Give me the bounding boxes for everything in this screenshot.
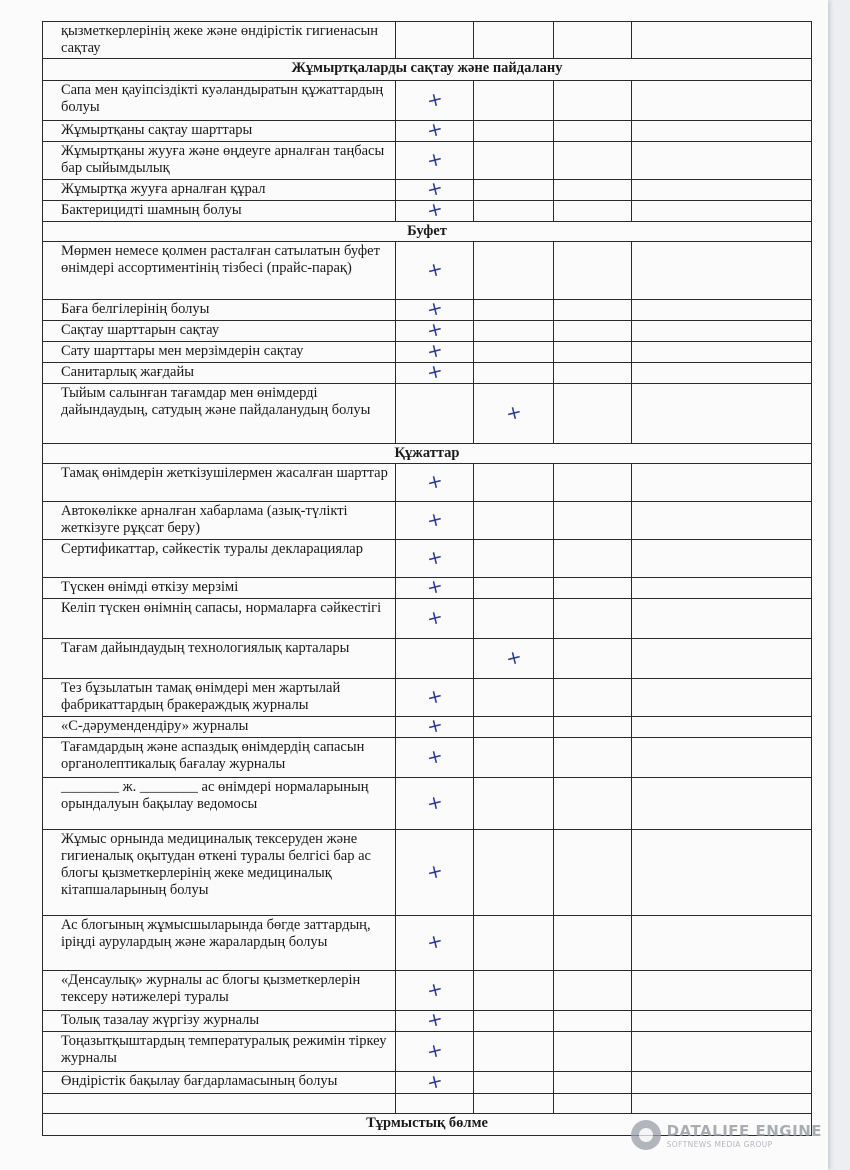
requirement-text: қызметкерлерінің жеке және өндірістік гигиенасын сақтау [43, 22, 396, 59]
handwritten-plus-mark: + [423, 544, 445, 571]
compliance-no-cell [474, 1011, 554, 1032]
notes-cell [632, 717, 812, 738]
handwritten-plus-mark: + [423, 1037, 445, 1064]
notes-cell [632, 81, 812, 121]
requirement-text: Жұмыс орнында медициналық тексеруден және гигиеналық оқытудан өткені туралы белгісі бар ас блогы қызметкерлерінің жеке медициналық кітапшаларының болуы [43, 830, 396, 916]
requirement-text: «С-дәрумендендіру» журналы [43, 717, 396, 738]
not-applicable-cell [554, 599, 632, 639]
notes-cell [632, 121, 812, 142]
notes-cell [632, 142, 812, 180]
compliance-yes-cell [396, 1032, 474, 1072]
checklist-row [43, 830, 812, 916]
requirement-text: Автокөлікке арналған хабарлама (азық-түлікті жеткізуге рұқсат беру) [43, 502, 396, 540]
notes-cell [632, 1072, 812, 1094]
handwritten-plus-mark: + [423, 317, 445, 343]
handwritten-plus-mark: + [502, 399, 524, 426]
handwritten-plus-mark: + [423, 604, 445, 631]
handwritten-plus-mark: + [423, 117, 445, 143]
not-applicable-cell [554, 81, 632, 121]
compliance-no-cell [474, 342, 554, 363]
compliance-no-cell [474, 384, 554, 444]
compliance-yes-cell [396, 359, 474, 385]
handwritten-plus-mark: + [423, 858, 445, 885]
requirement-text: Мөрмен немесе қолмен расталған сатылатын буфет өнімдері ассортиментінің тізбесі (прайс-парақ) [43, 242, 396, 300]
handwritten-plus-mark: + [423, 197, 445, 223]
requirement-text: Бактерицидті шамның болуы [43, 201, 396, 222]
handwritten-plus-mark: + [423, 468, 445, 495]
not-applicable-cell [554, 1094, 632, 1114]
requirement-text: Жұмыртқаны жууға және өңдеуге арналған таңбасы бар сыйымдылық [43, 142, 396, 180]
requirement-text [43, 1094, 396, 1114]
notes-cell [632, 778, 812, 830]
checklist-row [43, 201, 812, 222]
requirement-text: Тағамдардың және аспаздық өнімдердің сапасын органолептикалық бағалау журналы [43, 738, 396, 778]
requirement-text: Өндірістік бақылау бағдарламасының болуы [43, 1072, 396, 1094]
handwritten-plus-mark: + [423, 256, 445, 283]
not-applicable-cell [554, 578, 632, 599]
checklist-row [43, 502, 812, 540]
requirement-text: Баға белгілерінің болуы [43, 300, 396, 321]
compliance-yes-cell [396, 384, 474, 444]
compliance-yes-cell [396, 464, 474, 502]
handwritten-plus-mark: + [423, 296, 445, 322]
requirement-text: Сапа мен қауіпсіздікті куәландыратын құжаттардың болуы [43, 81, 396, 121]
notes-cell [632, 578, 812, 599]
checklist-row [43, 81, 812, 121]
checklist-row [43, 363, 812, 384]
not-applicable-cell [554, 342, 632, 363]
checklist-row [43, 1011, 812, 1032]
compliance-yes-cell [396, 176, 474, 202]
section-title: Буфет [43, 222, 812, 242]
requirement-text: Тез бұзылатын тамақ өнімдері мен жартылай фабрикаттардың бракераждық журналы [43, 679, 396, 717]
compliance-no-cell [474, 1072, 554, 1094]
not-applicable-cell [554, 121, 632, 142]
requirement-text: Жұмыртқа жууға арналған құрал [43, 180, 396, 201]
compliance-yes-cell [396, 502, 474, 540]
notes-cell [632, 738, 812, 778]
requirement-text: Түскен өнімді өткізу мерзімі [43, 578, 396, 599]
handwritten-plus-mark: + [423, 146, 445, 173]
requirement-text: Тамақ өнімдерін жеткізушілермен жасалған шарттар [43, 464, 396, 502]
handwritten-plus-mark: + [502, 644, 524, 671]
compliance-no-cell [474, 321, 554, 342]
requirement-text: Тыйым салынған тағамдар мен өнімдерді дайындаудың, сатудың және пайдаланудың болуы [43, 384, 396, 444]
not-applicable-cell [554, 201, 632, 222]
handwritten-plus-mark: + [423, 929, 445, 955]
compliance-yes-cell [396, 197, 474, 223]
compliance-yes-cell [396, 317, 474, 343]
handwritten-plus-mark: + [423, 1007, 445, 1033]
checklist-row [43, 738, 812, 778]
notes-cell [632, 830, 812, 916]
checklist-row [43, 639, 812, 679]
compliance-yes-cell [396, 142, 474, 180]
compliance-no-cell [474, 540, 554, 578]
section-header-row [43, 444, 812, 464]
compliance-yes-cell [396, 22, 474, 59]
requirement-text: Сақтау шарттарын сақтау [43, 321, 396, 342]
notes-cell [632, 321, 812, 342]
compliance-yes-cell [396, 916, 474, 971]
not-applicable-cell [554, 502, 632, 540]
compliance-yes-cell [396, 296, 474, 322]
section-title: Тұрмыстық бөлме [43, 1114, 812, 1136]
checklist-row [43, 1072, 812, 1094]
checklist-row [43, 540, 812, 578]
checklist-row [43, 242, 812, 300]
handwritten-plus-mark: + [423, 976, 445, 1003]
notes-cell [632, 464, 812, 502]
compliance-no-cell [474, 300, 554, 321]
checklist-row [43, 599, 812, 639]
notes-cell [632, 679, 812, 717]
not-applicable-cell [554, 717, 632, 738]
notes-cell [632, 971, 812, 1011]
compliance-no-cell [474, 1094, 554, 1114]
compliance-yes-cell [396, 679, 474, 717]
compliance-no-cell [474, 578, 554, 599]
compliance-no-cell [474, 717, 554, 738]
site-watermark [631, 1120, 822, 1150]
notes-cell [632, 22, 812, 59]
not-applicable-cell [554, 830, 632, 916]
handwritten-plus-mark: + [423, 506, 445, 533]
compliance-yes-cell [396, 599, 474, 639]
compliance-yes-cell [396, 540, 474, 578]
compliance-no-cell [474, 1032, 554, 1072]
not-applicable-cell [554, 363, 632, 384]
compliance-no-cell [474, 599, 554, 639]
not-applicable-cell [554, 464, 632, 502]
notes-cell [632, 300, 812, 321]
not-applicable-cell [554, 738, 632, 778]
compliance-no-cell [474, 242, 554, 300]
checklist-row [43, 717, 812, 738]
not-applicable-cell [554, 778, 632, 830]
checklist-row [43, 180, 812, 201]
compliance-no-cell [474, 738, 554, 778]
notes-cell [632, 201, 812, 222]
compliance-no-cell [474, 464, 554, 502]
compliance-no-cell [474, 778, 554, 830]
compliance-no-cell [474, 363, 554, 384]
compliance-yes-cell [396, 738, 474, 778]
not-applicable-cell [554, 321, 632, 342]
requirement-text: Келіп түскен өнімнің сапасы, нормаларға сәйкестігі [43, 599, 396, 639]
compliance-yes-cell [396, 639, 474, 679]
not-applicable-cell [554, 22, 632, 59]
watermark-subtitle: SOFTNEWS MEDIA GROUP [666, 1139, 773, 1149]
notes-cell [632, 242, 812, 300]
handwritten-plus-mark: + [423, 359, 445, 385]
notes-cell [632, 502, 812, 540]
datalife-logo-icon [631, 1120, 661, 1150]
not-applicable-cell [554, 180, 632, 201]
section-header-row [43, 59, 812, 81]
requirement-text: Тағам дайындаудың технологиялық карталары [43, 639, 396, 679]
not-applicable-cell [554, 242, 632, 300]
not-applicable-cell [554, 1072, 632, 1094]
compliance-yes-cell [396, 1007, 474, 1033]
handwritten-plus-mark: + [423, 176, 445, 202]
requirement-text: ________ ж. ________ ас өнімдері нормаларының орындалуын бақылау ведомосы [43, 778, 396, 830]
notes-cell [632, 916, 812, 971]
compliance-yes-cell [396, 574, 474, 600]
checklist-row [43, 1094, 812, 1114]
compliance-no-cell [474, 121, 554, 142]
compliance-no-cell [474, 81, 554, 121]
compliance-no-cell [474, 502, 554, 540]
not-applicable-cell [554, 971, 632, 1011]
checklist-row [43, 321, 812, 342]
compliance-no-cell [474, 639, 554, 679]
compliance-no-cell [474, 180, 554, 201]
compliance-yes-cell [396, 713, 474, 739]
notes-cell [632, 1032, 812, 1072]
requirement-text: Толық тазалау жүргізу журналы [43, 1011, 396, 1032]
handwritten-plus-mark: + [423, 683, 445, 710]
compliance-yes-cell [396, 81, 474, 121]
checklist-row [43, 300, 812, 321]
checklist-row [43, 121, 812, 142]
requirement-text: Сату шарттары мен мерзімдерін сақтау [43, 342, 396, 363]
notes-cell [632, 1011, 812, 1032]
checklist-row [43, 1032, 812, 1072]
checklist-row [43, 578, 812, 599]
notes-cell [632, 342, 812, 363]
checklist-row [43, 384, 812, 444]
checklist-row [43, 342, 812, 363]
not-applicable-cell [554, 300, 632, 321]
compliance-no-cell [474, 22, 554, 59]
compliance-yes-cell [396, 778, 474, 830]
compliance-yes-cell [396, 242, 474, 300]
notes-cell [632, 599, 812, 639]
checklist-row [43, 916, 812, 971]
compliance-yes-cell [396, 1068, 474, 1095]
checklist-row [43, 464, 812, 502]
compliance-yes-cell [396, 117, 474, 143]
handwritten-plus-mark: + [423, 86, 445, 113]
notes-cell [632, 384, 812, 444]
compliance-yes-cell [396, 1094, 474, 1114]
not-applicable-cell [554, 540, 632, 578]
notes-cell [632, 639, 812, 679]
compliance-no-cell [474, 971, 554, 1011]
section-header-row [43, 222, 812, 242]
checklist-row [43, 679, 812, 717]
not-applicable-cell [554, 916, 632, 971]
compliance-no-cell [474, 679, 554, 717]
checklist-row [43, 778, 812, 830]
requirement-text: Жұмыртқаны сақтау шарттары [43, 121, 396, 142]
not-applicable-cell [554, 639, 632, 679]
notes-cell [632, 363, 812, 384]
requirement-text: Тоңазытқыштардың температуралық режимін тіркеу журналы [43, 1032, 396, 1072]
not-applicable-cell [554, 1032, 632, 1072]
checklist-row [43, 142, 812, 180]
handwritten-plus-mark: + [423, 713, 445, 739]
checklist-row [43, 971, 812, 1011]
requirement-text: Ас блогының жұмысшыларында бөгде заттардың, іріңді аурулардың және жаралардың болуы [43, 916, 396, 971]
compliance-no-cell [474, 830, 554, 916]
compliance-no-cell [474, 201, 554, 222]
section-title: Жұмыртқаларды сақтау және пайдалану [43, 59, 812, 81]
requirement-text: «Денсаулық» журналы ас блогы қызметкерлерін тексеру нәтижелері туралы [43, 971, 396, 1011]
notes-cell [632, 180, 812, 201]
watermark-title: DATALIFE ENGINE [666, 1121, 822, 1140]
compliance-no-cell [474, 142, 554, 180]
not-applicable-cell [554, 1011, 632, 1032]
handwritten-plus-mark: + [423, 743, 445, 770]
compliance-yes-cell [396, 830, 474, 916]
section-title: Құжаттар [43, 444, 812, 464]
handwritten-plus-mark: + [423, 338, 445, 364]
compliance-yes-cell [396, 971, 474, 1011]
notes-cell [632, 540, 812, 578]
handwritten-plus-mark: + [423, 789, 445, 816]
not-applicable-cell [554, 679, 632, 717]
requirement-text: Санитарлық жағдайы [43, 363, 396, 384]
notes-cell [632, 1094, 812, 1114]
handwritten-plus-mark: + [423, 574, 445, 600]
compliance-yes-cell [396, 338, 474, 364]
handwritten-plus-mark: + [423, 1068, 445, 1095]
compliance-no-cell [474, 916, 554, 971]
requirement-text: Сертификаттар, сәйкестік туралы декларациялар [43, 540, 396, 578]
not-applicable-cell [554, 142, 632, 180]
inspection-checklist-table [42, 21, 812, 1136]
checklist-row [43, 22, 812, 59]
not-applicable-cell [554, 384, 632, 444]
